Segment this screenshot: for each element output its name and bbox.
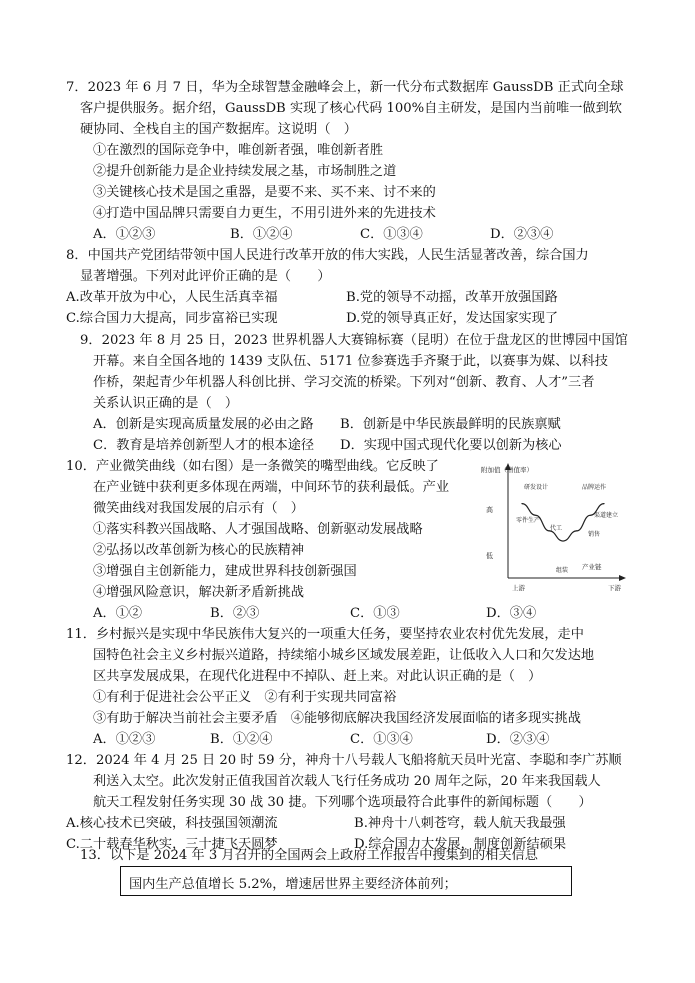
q8-stem-line-2: 显著增强。下列对此评价正确的是（ ） (80, 269, 331, 284)
q9-stem-line-3: 作桥，架起青少年机器人科创比拼、学习交流的桥梁。下列对“创新、教育、人才”三者 (93, 375, 595, 390)
q10-choice-a: A．①② (93, 606, 143, 621)
q11-item-row-1: ①有利于促进社会公平正义 ②有利于实现共同富裕 (93, 690, 397, 705)
q8-stem-line-1: 8．中国共产党团结带领中国人民进行改革开放的伟大实践，人民生活显著改善，综合国力 (66, 248, 589, 263)
y-axis-label: 附加值（增值率） (481, 466, 533, 474)
q13-info-text: 国内生产总值增长 5.2%，增速居世界主要经济体前列； (129, 877, 457, 892)
q8-choice-a: A.改革开放为中心，人民生活真幸福 (66, 290, 278, 305)
q7-stem-line-1: 7．2023 年 6 月 7 日，华为全球智慧金融峰会上，新一代分布式数据库 GaussDB 正式向全球 (66, 80, 624, 95)
q7-item-1: ①在激烈的国际竞争中，唯创新者强，唯创新者胜 (93, 143, 384, 158)
annotation-assembly: 组装 (556, 567, 569, 574)
q10-stem-line-3: 微笑曲线对我国发展的启示有（ ） (93, 501, 304, 516)
q12-choice-a: A.核心技术已突破，科技强国领潮流 (66, 816, 278, 831)
x-end-downstream: 下游 (608, 584, 621, 592)
q12-stem-line-2: 利送入太空。此次发射正值我国首次载人飞行任务成功 20 周年之际，20 年来我国载人 (93, 774, 601, 789)
smile-curve-point-3 (562, 540, 563, 541)
q12-choice-d: D.综合国力大发展，制度创新结硕果 (354, 837, 567, 852)
annotation-oem: 代工 (550, 525, 563, 532)
q8-choice-b: B.党的领导不动摇，改革开放强国路 (346, 290, 558, 305)
annotation-sales: 销售 (588, 531, 601, 538)
smile-curve-point-4 (576, 530, 577, 531)
q7-item-2: ②提升创新能力是企业持续发展之基，市场制胜之道 (93, 164, 397, 179)
q11-choice-c: C．①③④ (350, 732, 413, 747)
q10-choice-c: C．①③ (350, 606, 400, 621)
q11-choice-a: A．①②③ (93, 732, 156, 747)
q7-stem-line-3: 硬协同、全栈自主的国产数据库。这说明（ ） (80, 122, 357, 137)
q10-item-1: ①落实科教兴国战略、人才强国战略、创新驱动发展战略 (93, 522, 423, 537)
smile-curve-point-6 (603, 503, 604, 504)
q9-choice-d: D．实现中国式现代化要以创新为核心 (340, 438, 562, 453)
annotation-rd-design: 研发设计 (524, 484, 549, 491)
q7-item-3: ③关键核心技术是国之重器，是要不来、买不来、讨不来的 (93, 185, 436, 200)
x-end-upstream: 上游 (512, 584, 525, 592)
q12-stem-line-3: 航天工程发射任务实现 30 战 30 捷。下列哪个选项最符合此事件的新闻标题（ ） (93, 795, 592, 810)
q11-stem-line-1: 11．乡村振兴是实现中华民族伟大复兴的一项重大任务，要坚持农业农村优先发展，走中 (66, 627, 584, 642)
annotation-channel-building: 渠道建立 (594, 512, 619, 519)
q10-stem-line-1: 10．产业微笑曲线（如右图）是一条微笑的嘴型曲线。它反映了 (66, 459, 439, 474)
annotation-brand-operation: 品牌运作 (582, 484, 607, 491)
smile-curve-point-0 (521, 503, 522, 504)
q11-choice-b: B．①②④ (210, 732, 273, 747)
q13-info-box (120, 866, 572, 896)
smile-curve-point-1 (535, 515, 536, 516)
q7-choice-c: C．①③④ (360, 227, 423, 242)
q11-choice-d: D．②③④ (486, 732, 550, 747)
q9-stem-line-1: 9．2023 年 8 月 25 日，2023 世界机器人大赛锦标赛（昆明）在位于盘龙区的世博园中国馆 (80, 333, 628, 348)
q9-stem-line-4: 关系认识正确的是（ ） (93, 396, 239, 411)
q12-choice-b: B.神舟十八刺苍穹，载人航天我最强 (354, 816, 566, 831)
q10-stem-line-2: 在产业链中获利更多体现在两端，中间环节的获利最低。产业 (93, 480, 450, 495)
q9-choice-b: B．创新是中华民族最鲜明的民族禀赋 (340, 417, 561, 432)
q8-choice-c: C.综合国力大提高，同步富裕已实现 (66, 311, 278, 326)
q10-item-4: ④增强风险意识，解决新矛盾新挑战 (93, 585, 304, 600)
q10-choice-b: B．②③ (210, 606, 260, 621)
q9-choice-a: A．创新是实现高质量发展的必由之路 (93, 417, 314, 432)
q11-stem-line-3: 区共享发展成果，在现代化进程中不掉队、赶上来。对此认识正确的是（ ） (93, 669, 542, 684)
q7-choice-b: B．①②④ (230, 227, 293, 242)
y-tick-high: 高 (486, 506, 493, 514)
q7-item-4: ④打造中国品牌只需要自力更生，不用引进外来的先进技术 (93, 206, 436, 221)
q7-choice-a: A．①②③ (93, 227, 156, 242)
x-axis-label: 产业链 (582, 563, 602, 571)
q10-item-2: ②弘扬以改革创新为核心的民族精神 (93, 543, 304, 558)
annotation-parts-production: 零件生产 (516, 517, 541, 524)
smile-curve-chart (478, 462, 628, 594)
q7-choice-d: D．②③④ (490, 227, 554, 242)
q7-stem-line-2: 客户提供服务。据介绍，GaussDB 实现了核心代码 100%自主研发，是国内当前唯一做到软 (80, 101, 622, 116)
q11-stem-line-2: 国特色社会主义乡村振兴道路，持续缩小城乡区域发展差距，让低收入人口和欠发达地 (93, 648, 595, 663)
q12-choice-c: C.二十载春华秋实，三十捷飞天圆梦 (66, 837, 278, 852)
x-axis-arrow (619, 575, 626, 581)
q13-stem-line-1: 13．以下是 2024 年 3 月召开的全国两会上政府工作报告中搜集到的相关信息 (80, 848, 538, 863)
q9-stem-line-2: 开幕。来自全国各地的 1439 支队伍、5171 位参赛选手齐聚于此，以赛事为媒、以科技 (93, 354, 608, 369)
q10-item-3: ③增强自主创新能力，建成世界科技创新强国 (93, 564, 357, 579)
q8-choice-d: D.党的领导真正好，发达国家实现了 (346, 311, 559, 326)
q12-stem-line-1: 12．2024 年 4 月 25 日 20 时 59 分，神舟十八号载人飞船将航天员叶光富、李聪和李广苏顺 (66, 753, 622, 768)
q10-choice-d: D．③④ (486, 606, 537, 621)
q11-item-row-2: ③有助于解决当前社会主要矛盾 ④能够彻底解决我国经济发展面临的诸多现实挑战 (93, 711, 581, 726)
q9-choice-c: C．教育是培养创新型人才的根本途径 (93, 438, 315, 453)
y-tick-low: 低 (486, 552, 493, 560)
smile-curve-point-5 (590, 515, 591, 516)
